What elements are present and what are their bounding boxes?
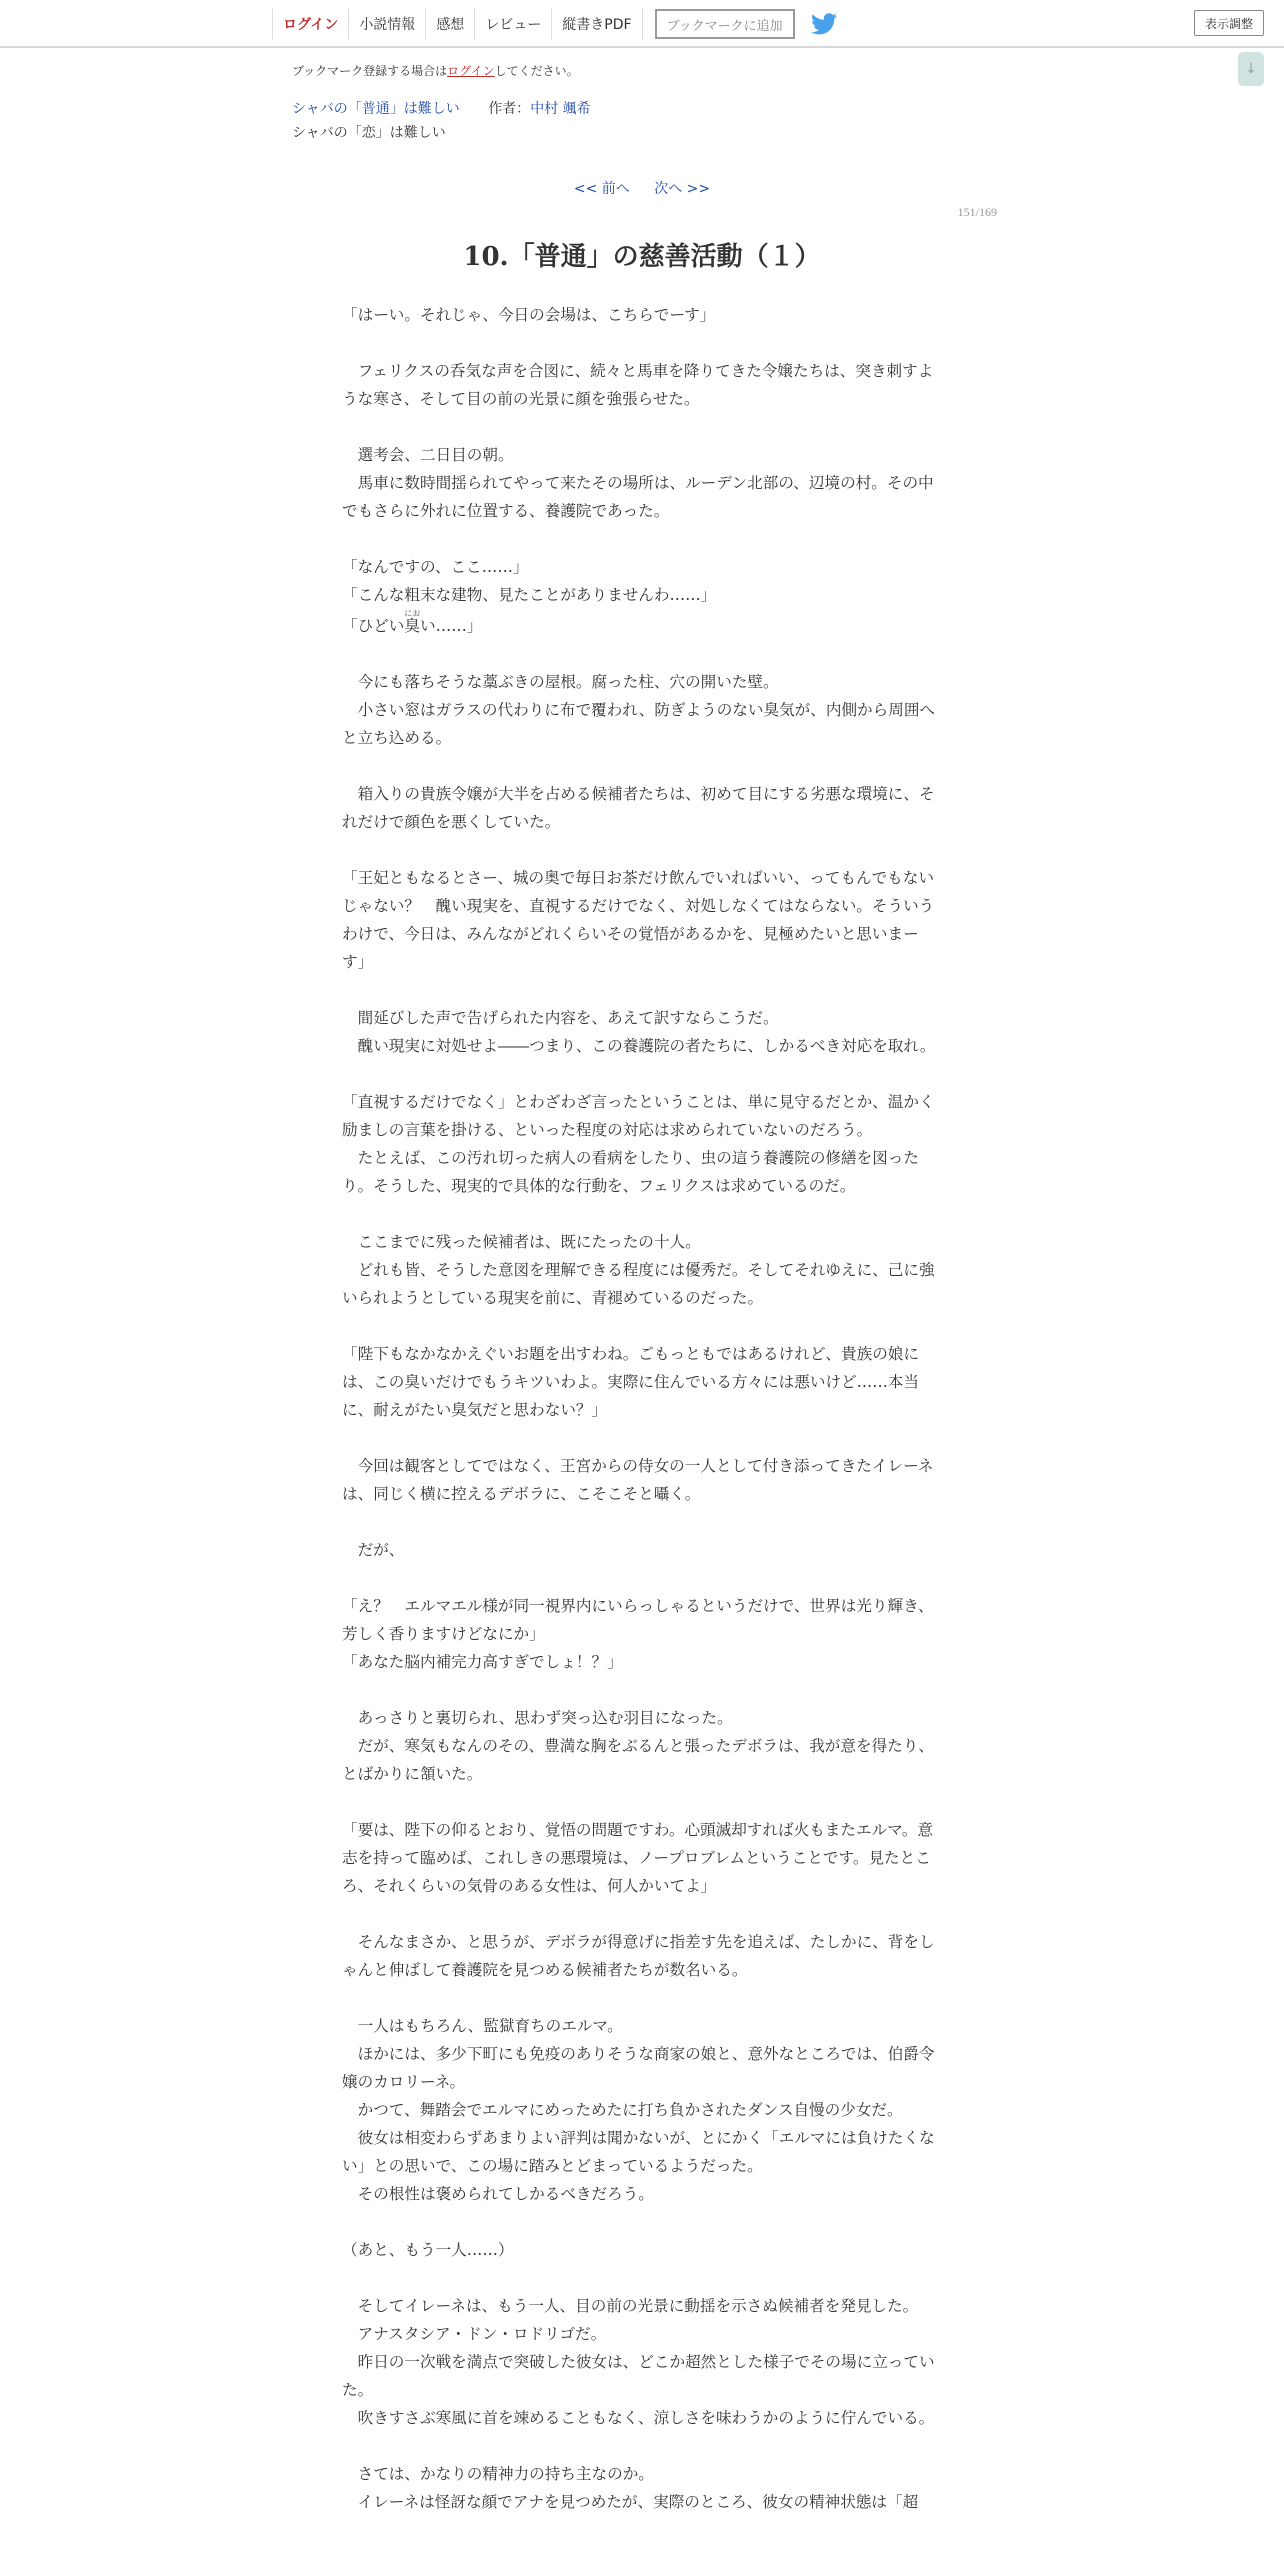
notice-prefix: ブックマーク登録する場合は — [292, 64, 448, 78]
blank-line — [342, 1900, 936, 1928]
nav-novel-info[interactable]: 小説情報 — [349, 8, 426, 40]
blank-line — [342, 525, 936, 553]
paragraph: 「あなた脳内補完力高すぎでしょ！？」 — [342, 1653, 623, 1671]
blank-line — [342, 1676, 936, 1704]
pager — [0, 178, 1284, 198]
paragraph: 馬車に数時間揺られてやって来たその場所は、ルーデン北部の、辺境の村。その中でもさらに外れに位置する、養護院であった。 — [342, 474, 934, 520]
site-header — [0, 0, 1284, 48]
chapter-subtitle: シャバの「恋」は難しい — [292, 125, 446, 141]
author-label: 作者： — [488, 101, 531, 117]
blank-line — [342, 1312, 936, 1340]
paragraph: 今回は観客としてではなく、王宮からの侍女の一人として付き添ってきたイレーネは、同じく横に控えるデボラに、こそこそと囁く。 — [342, 1457, 934, 1503]
scroll-down-button[interactable]: ↓ — [1238, 52, 1264, 86]
notice-login-link[interactable]: ログイン — [447, 64, 495, 78]
blank-line — [342, 1200, 936, 1228]
next-page-link[interactable]: 次へ >> — [654, 181, 711, 197]
paragraph: だが、 — [342, 1541, 405, 1559]
blank-line — [342, 836, 936, 864]
paragraph: フェリクスの呑気な声を合図に、続々と馬車を降りてきた令嬢たちは、突き刺すような寒さ、そして目の前の光景に顔を強張らせた。 — [342, 362, 934, 408]
blank-line — [342, 976, 936, 1004]
paragraph: イレーネは怪訝な顔でアナを見つめたが、実際のところ、彼女の精神状態は「超 — [342, 2493, 919, 2511]
blank-line — [342, 1564, 936, 1592]
paragraph: ほかには、多少下町にも免疫のありそうな商家の娘と、意外なところでは、伯爵令嬢のカロリーネ。 — [342, 2045, 935, 2091]
blank-line — [342, 1060, 936, 1088]
blank-line — [342, 1424, 936, 1452]
bookmark-add-button[interactable]: ブックマークに追加 — [655, 9, 795, 39]
paragraph: どれも皆、そうした意図を理解できる程度には優秀だ。そしてそれゆえに、己に強いられようとしている現実を前に、青褪めているのだった。 — [342, 1261, 935, 1307]
paragraph: 「え？ エルマエル様が同一視界内にいらっしゃるというだけで、世界は光り輝き、芳しく香りますけどなにか」 — [342, 1597, 934, 1643]
paragraph: 昨日の一次戦を満点で突破した彼女は、どこか超然とした様子でその場に立っていた。 — [342, 2353, 935, 2399]
paragraph: ここまでに残った候補者は、既にたったの十人。 — [342, 1233, 701, 1251]
paragraph: 箱入りの貴族令嬢が大半を占める候補者たちは、初めて目にする劣悪な環境に、それだけで顔色を悪くしていた。 — [342, 785, 935, 831]
nav-login[interactable]: ログイン — [273, 8, 349, 40]
paragraph: だが、寒気もなんのその、豊満な胸をぶるんと張ったデボラは、我が意を得たり、とばかりに頷いた。 — [342, 1737, 934, 1783]
paragraph: 「陛下もなかなかえぐいお題を出すわね。ごもっともではあるけれど、貴族の娘には、この臭いだけでもうキツいわよ。実際に住んでいる方々には悪いけど……本当に、耐えがたい臭気だと思わない？」 — [342, 1345, 919, 1419]
blank-line — [342, 1788, 936, 1816]
paragraph: 間延びした声で告げられた内容を、あえて訳すならこうだ。 — [342, 1009, 779, 1027]
blank-line — [342, 2208, 936, 2236]
blank-line — [342, 413, 936, 441]
paragraph: 一人はもちろん、監獄育ちのエルマ。 — [342, 2017, 623, 2035]
blank-line — [342, 329, 936, 357]
blank-line — [342, 1984, 936, 2012]
page-count: 151/169 — [957, 205, 997, 219]
paragraph: 今にも落ちそうな藁ぶきの屋根。腐った柱、穴の開いた壁。 — [342, 673, 779, 691]
paragraph: 吹きすさぶ寒風に首を竦めることもなく、涼しさを味わうかのように佇んでいる。 — [342, 2409, 935, 2427]
blank-line — [342, 2264, 936, 2292]
paragraph: 小さい窓はガラスの代わりに布で覆われ、防ぎようのない臭気が、内側から周囲へと立ち込める。 — [342, 701, 936, 747]
paragraph: アナスタシア・ドン・ロドリゴだ。 — [342, 2325, 607, 2343]
paragraph: さては、かなりの精神力の持ち主なのか。 — [342, 2465, 654, 2483]
prev-page-link[interactable]: << 前へ — [573, 181, 630, 197]
author-link[interactable]: 中村 颯希 — [530, 101, 591, 117]
paragraph: 「王妃ともなるとさー、城の奥で毎日お茶だけ飲んでいればいい、ってもんでもないじゃない？ 醜い現実を、直視するだけでなく、対処しなくてはならない。そういうわけで、今日は、みんながどれくらいその覚悟があるかを、見極めたいと思いまーす」 — [342, 869, 935, 971]
blank-line — [342, 1508, 936, 1536]
paragraph: 選考会、二日目の朝。 — [342, 446, 514, 464]
display-settings-button[interactable]: 表示調整 — [1194, 10, 1264, 36]
twitter-icon[interactable] — [811, 13, 837, 35]
blank-line — [342, 2432, 936, 2460]
chapter-title: 10.「普通」の慈善活動（１） — [463, 242, 821, 272]
nav-impressions[interactable]: 感想 — [426, 8, 475, 40]
notice-suffix: してください。 — [494, 64, 579, 78]
paragraph: たとえば、この汚れ切った病人の看病をしたり、虫の這う養護院の修繕を図ったり。そうした、現実的で具体的な行動を、フェリクスは求めているのだ。 — [342, 1149, 919, 1195]
paragraph: 「こんな粗末な建物、見たことがありませんわ……」 — [342, 586, 717, 604]
novel-body — [342, 301, 936, 2516]
paragraph: そしてイレーネは、もう一人、目の前の光景に動揺を示さぬ候補者を発見した。 — [342, 2297, 919, 2315]
paragraph: 「はーい。それじゃ、今日の会場は、こちらでーす」 — [342, 306, 716, 324]
paragraph: 彼女は相変わらずあまりよい評判は聞かないが、とにかく「エルマには負けたくない」との思いで、この場に踏みとどまっているようだった。 — [342, 2129, 935, 2175]
paragraph: 「直視するだけでなく」とわざわざ言ったということは、単に見守るだとか、温かく励ましの言葉を掛ける、といった程度の対応は求められていないのだろう。 — [342, 1093, 935, 1139]
nav-vertical-pdf[interactable]: 縦書きPDF — [552, 8, 642, 40]
main-nav — [272, 8, 837, 40]
blank-line — [342, 640, 936, 668]
series-info — [292, 98, 591, 118]
paragraph: その根性は褒められてしかるべきだろう。 — [342, 2185, 654, 2203]
ruby-annotation: 臭にお — [404, 609, 421, 635]
paragraph: 醜い現実に対処せよ――つまり、この養護院の者たちに、しかるべき対応を取れ。 — [342, 1037, 936, 1055]
series-title-link[interactable]: シャバの「普通」は難しい — [292, 101, 460, 117]
paragraph: 「要は、陛下の仰るとおり、覚悟の問題ですわ。心頭滅却すれば火もまたエルマ。意志を持って臨めば、これしきの悪環境は、ノープロブレムということです。見たところ、それくらいの気骨のある女性は、何人かいてよ」 — [342, 1821, 934, 1895]
paragraph: （あと、もう一人……） — [342, 2241, 514, 2259]
paragraph: あっさりと裏切られ、思わず突っ込む羽目になった。 — [342, 1709, 733, 1727]
paragraph: そんなまさか、と思うが、デボラが得意げに指差す先を追えば、たしかに、背をしゃんと伸ばして養護院を見つめる候補者たちが数名いる。 — [342, 1933, 935, 1979]
paragraph: 「ひどい臭におい……」 — [342, 609, 483, 635]
nav-review[interactable]: レビュー — [475, 8, 552, 40]
bookmark-notice — [292, 62, 579, 79]
paragraph: 「なんですの、ここ……」 — [342, 558, 529, 576]
paragraph: かつて、舞踏会でエルマにめっためたに打ち負かされたダンス自慢の少女だ。 — [342, 2101, 903, 2119]
blank-line — [342, 752, 936, 780]
